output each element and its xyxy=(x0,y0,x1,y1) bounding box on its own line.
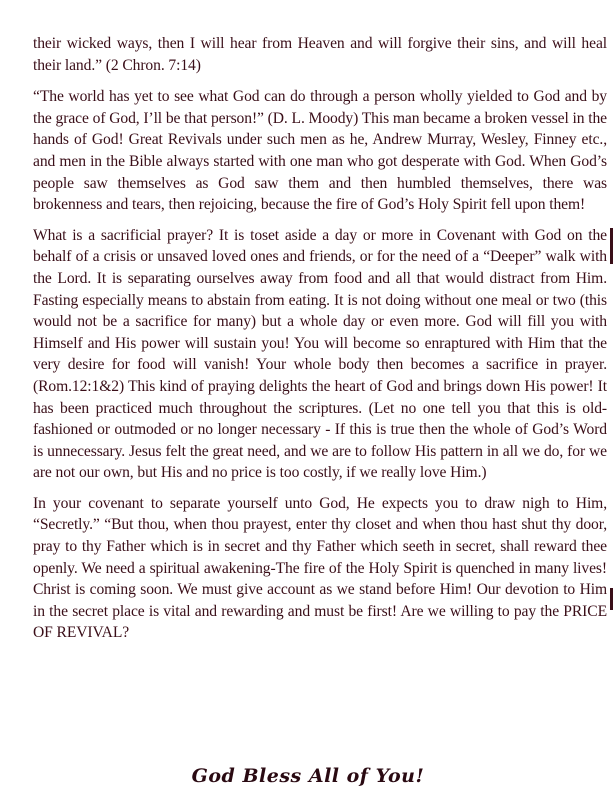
closing-blessing: God Bless All of You! xyxy=(191,765,425,787)
paragraph-moody-quote: “The world has yet to see what God can do through a person wholly yielded to God and by the grace of God, I’ll be that person!” (D. L. Moody) This man became a broken vessel in the hands of God! Great Revivals under such men as he, Andrew Murray, Wesley, Finney etc., and men in the Bible always started with one man who got desperate with God. When God’s people saw themselves as God saw them and then humbled themselves, there was brokenness and tears, then rejoicing, because the fire of God’s Holy Spirit fell upon them! xyxy=(33,88,607,214)
paragraph-sacrificial-prayer: What is a sacrificial prayer? It is toset aside a day or more in Covenant with God on the behalf of a crisis or unsaved loved ones and friends, or for the need of a “Deeper” walk with the Lord. It is separating ourselves away from food and all that would distract from Him. Fasting especially means to abstain from eating. It is not doing without one meal or two (this would not be a sacrifice for many) but a whole day or even more. God will fill you with Himself and His power will sustain you! You will become so enraptured with Him that the very desire for food will vanish! Your whole body then becomes a sacrifice in prayer. (Rom.12:1&2) This kind of praying delights the heart of God and brings down His power! It has been practiced much throughout the scriptures. (Let no one tell you that this is old-fashioned or outmoded or no longer necessary - If this is true then the whole of God’s Word is unnecessary. Jesus felt the great need, and we are to follow His pattern in all we do, for we are not our own, but His and no price is too costly, if we really love Him.) xyxy=(33,226,607,482)
paragraph-scripture-close: their wicked ways, then I will hear from Heaven and will forgive their sins, and will heal their land.” (2 Chron. 7:14) xyxy=(33,35,607,74)
scan-edge-mark xyxy=(610,588,613,610)
scan-edge-mark xyxy=(610,228,613,264)
paragraph-covenant: In your covenant to separate yourself unto God, He expects you to draw nigh to Him, “Secretly.” “But thou, when thou prayest, enter thy closet and when thou hast shut thy door, pray to thy Father which is in secret and thy Father which seeth in secret, shall reward thee openly. We need a spiritual awakening-The fire of the Holy Spirit is quenched in many lives! Christ is coming soon. We must give account as we stand before Him! Our devotion to Him in the secret place is vital and rewarding and must be first! Are we willing to pay the PRICE OF REVIVAL? xyxy=(33,494,607,642)
